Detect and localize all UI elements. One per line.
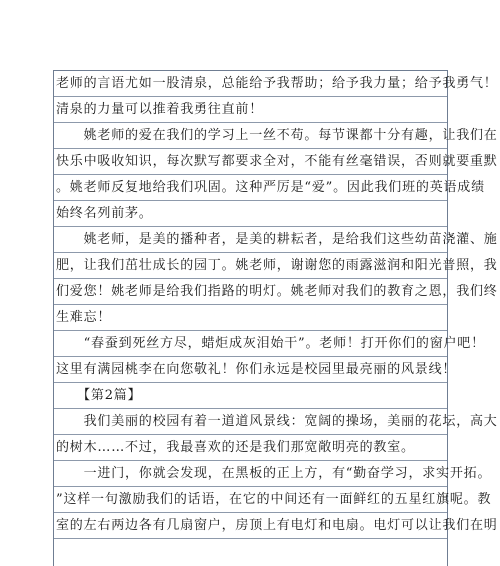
section-heading: 【第2篇】 [54,383,447,409]
text-line: 的树木……不过，我最喜欢的还是我们那宽敞明亮的教室。 [54,435,447,461]
text-line: 老师的言语尤如一股清泉，总能给予我帮助；给予我力量；给予我勇气！ [54,71,447,97]
text-line: 姚老师，是美的播种者，是美的耕耘者，是给我们这些幼苗浇灌、施 [54,227,447,253]
text-line: 快乐中吸收知识，每次默写都要求全对，不能有丝毫错误，否则就要重默 [54,149,447,175]
text-line: “春蚕到死丝方尽，蜡炬成灰泪始干”。老师！打开你们的窗户吧！ [54,331,447,357]
text-line: 一进门，你就会发现，在黑板的正上方，有“勤奋学习，求实开拓。 [54,461,447,487]
text-line: 我们美丽的校园有着一道道风景线：宽阔的操场，美丽的花坛，高大 [54,409,447,435]
document-page [53,70,498,566]
text-line: 这里有满园桃李在向您敬礼！你们永远是校园里最亮丽的风景线！ [54,357,447,383]
text-line: 肥，让我们茁壮成长的园丁。姚老师，谢谢您的雨露滋润和阳光普照，我 [54,253,447,279]
text-line: 们爱您！姚老师是给我们指路的明灯。姚老师对我们的教育之恩，我们终 [54,279,447,305]
text-line: 姚老师的爱在我们的学习上一丝不苟。每节课都十分有趣，让我们在 [54,123,447,149]
text-line: 清泉的力量可以推着我勇往直前！ [54,97,447,123]
text-line: ”这样一句激励我们的话语，在它的中间还有一面鲜红的五星红旗呢。教 [54,487,447,513]
text-line: 室的左右两边各有几扇窗户，房顶上有电灯和电扇。电灯可以让我们在明 [54,513,447,539]
text-line: 。姚老师反复地给我们巩固。这种严厉是“爱”。因此我们班的英语成绩 [54,175,447,201]
text-line: 始终名列前茅。 [54,201,447,227]
text-line: 生难忘！ [54,305,447,331]
